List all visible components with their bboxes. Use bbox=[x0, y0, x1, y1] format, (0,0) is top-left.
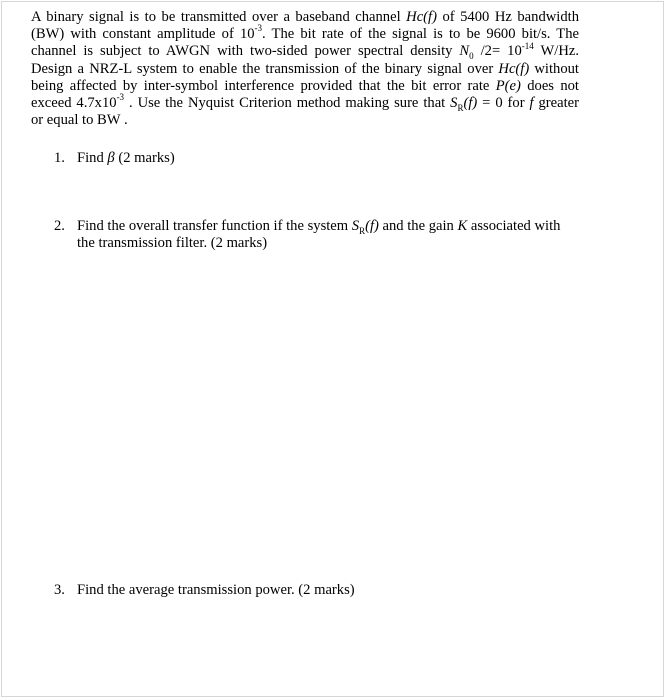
statement-line-5: being affected by inter-symbol interference provided that the bit error rate P(e) does not bbox=[31, 77, 579, 94]
question-number: 1. bbox=[54, 150, 65, 166]
statement-line-1: A binary signal is to be transmitted over a baseband channel Hc(f) of 5400 Hz bandwidth bbox=[31, 9, 579, 25]
statement-line-7: or equal to BW . bbox=[31, 112, 128, 129]
question-text: Find the average transmission power. (2 marks) bbox=[77, 582, 355, 598]
problem-statement bbox=[31, 9, 579, 129]
question-number: 3. bbox=[54, 582, 65, 598]
statement-line-3: channel is subject to AWGN with two-sided power spectral density $N_0$ $/2= 10^{-14}$ W/Hz. bbox=[31, 40, 579, 62]
statement-line-2: (BW) with constant amplitude of $10^{-3}$. The bit rate of the signal is to be 9600 bit/s. The bbox=[31, 23, 579, 43]
statement-line-6: exceed $4.7x10^{-3}$ . Use the Nyquist Criterion method making sure that $S_R(f) = 0$ for f greater bbox=[31, 92, 579, 113]
question-number: 2. bbox=[54, 218, 65, 234]
question-text: Find β (2 marks) bbox=[77, 150, 175, 166]
statement-line-4: Design a NRZ-L system to enable the transmission of the binary signal over Hc(f) without bbox=[31, 60, 579, 77]
question-text: Find the overall transfer function if the system $S_R(f)$ and the gain K associated with the transmission filter. (2 marks) bbox=[77, 218, 561, 252]
